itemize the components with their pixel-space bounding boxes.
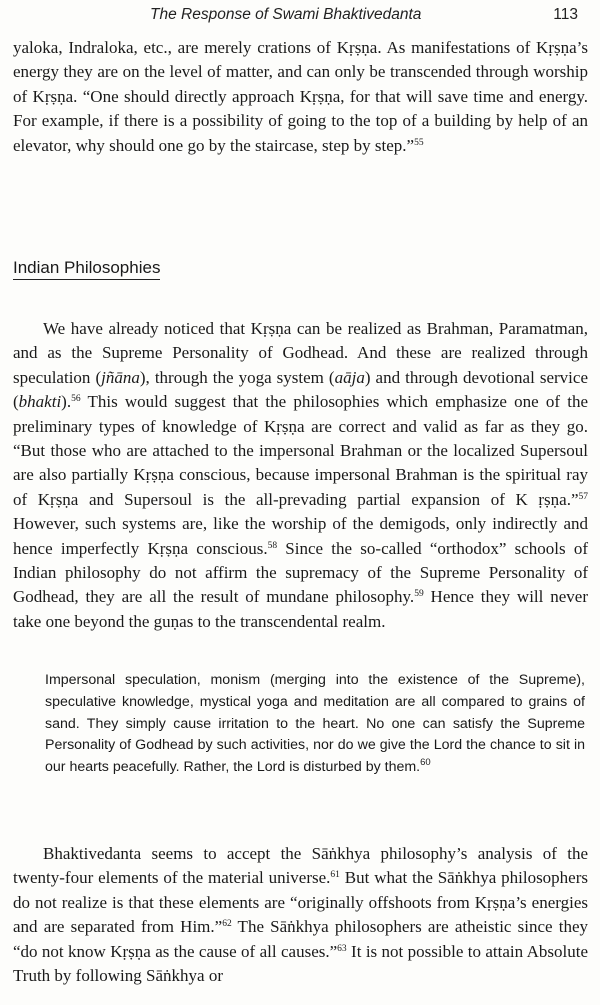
footnote-ref-56: 56 [71, 394, 81, 405]
paragraph-3-text: Bhaktivedanta seems to accept the Sāṅkhya philosophy’s analysis of the twenty-four elements of the material universe. [13, 844, 588, 888]
paragraph-2-text: ), through the yoga system ( [139, 367, 335, 387]
paragraph-1-text: yaloka, Indraloka, etc., are merely crations of Kṛṣṇa. As manifestations of Kṛṣṇa’s energy they are on the level of matter, and can only be transcended through worship of Kṛṣṇa. “One should directly approach Kṛṣṇa, for that will save time and energy. For example, if there is a possibility of going to the top of a building by help of an elevator, why should one go by the staircase, step by step.” [13, 38, 588, 155]
paragraph-2-text: ). [61, 392, 72, 412]
page-header [0, 6, 600, 30]
paragraph-2-text: We have already noticed that Kṛṣṇa can be realized as Brahman, Paramatman, and as the Supreme Personality of Godhead. And these are realized through speculation ( [13, 319, 588, 387]
footnote-ref-55: 55 [414, 137, 424, 148]
footnote-ref-61: 61 [330, 870, 340, 881]
paragraph-2 [13, 317, 588, 634]
footnote-ref-60: 60 [420, 757, 431, 769]
footnote-ref-58: 58 [267, 540, 278, 551]
footnote-ref-62: 62 [222, 919, 232, 930]
paragraph-2-text: However, such systems are, like the worship of the demigods, only indirectly and hence imperfectly Kṛṣṇa conscious. [13, 514, 588, 558]
paragraph-2-text: This would suggest that the philosophies which emphasize one of the preliminary types of knowledge of Kṛṣṇa are correct and valid as far as they go. “But those who are attached to the impersonal Brahman or the localized Supersoul are also partially Kṛṣṇa conscious, because impersonal Brahman is the spiritual ray of Kṛṣṇa and Supersoul is the all-prevading partial expansion of K ṛṣṇa.” [13, 392, 588, 509]
block-quote-text: Impersonal speculation, monism (merging into the existence of the Supreme), speculative knowledge, mystical yoga and meditation are all compared to grains of sand. They simply cause irritation to the heart. No one can satisfy the Supreme Personality of Godhead by such activities, nor do we give the Lord the chance to sit in our hearts peacefully. Rather, the Lord is disturbed by them. [45, 672, 585, 776]
paragraph-2-text: ) and through devotional service ( [13, 367, 588, 412]
running-title: The Response of Swami Bhaktivedanta [150, 6, 422, 23]
section-heading: Indian Philosophies [13, 258, 160, 280]
page-number: 113 [553, 6, 578, 23]
term-yoga: aāja [334, 367, 365, 387]
term-jnana: jñāna [101, 367, 140, 387]
paragraph-3-text: It is not possible to attain Absolute Truth by following Sāṅkhya or [13, 941, 588, 986]
paragraph-1 [13, 36, 588, 158]
paragraph-2-text: Hence they will never take one beyond the guṇas to the transcendental realm. [13, 587, 588, 631]
footnote-ref-57: 57 [578, 491, 588, 502]
paragraph-3 [13, 842, 588, 988]
footnote-ref-59: 59 [414, 589, 424, 600]
paragraph-3-text: The Sāṅkhya philosophers are atheistic since they “do not know Kṛṣṇa as the cause of all causes.” [13, 917, 588, 961]
term-bhakti: bhakti [18, 392, 62, 412]
paragraph-2-text: Since the so-called “orthodox” schools of Indian philosophy do not affirm the supremacy of the Supreme Personality of Godhead, they are all the result of mundane philosophy. [13, 538, 588, 607]
paragraph-3-text: But what the Sāṅkhya philosophers do not realize is that these elements are “originally offshoots from Kṛṣṇa’s energies and are separated from Him.” [13, 868, 589, 937]
block-quote [45, 670, 585, 779]
footnote-ref-63: 63 [337, 943, 347, 954]
